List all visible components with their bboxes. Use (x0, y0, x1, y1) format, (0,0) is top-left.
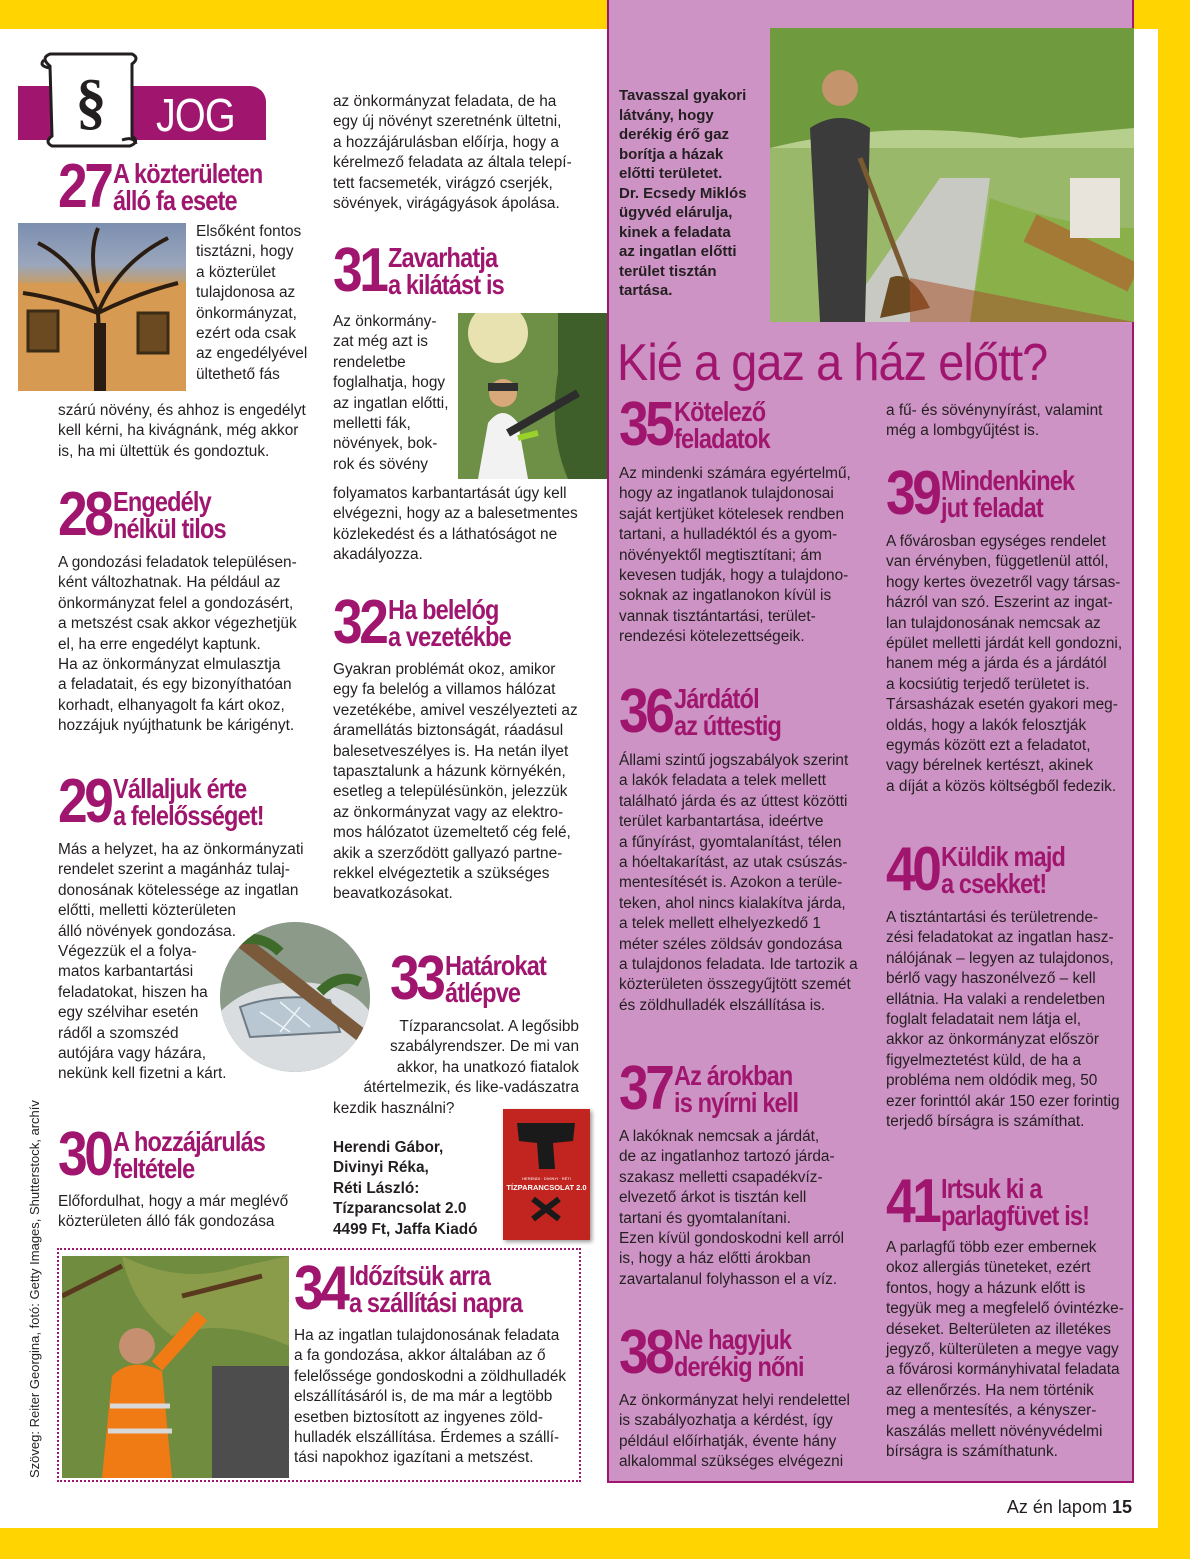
item-title-28: Engedély nélkül tilos (112, 486, 226, 544)
main-title: Kié a gaz a ház előtt? (617, 334, 1048, 392)
heading-35 (619, 390, 788, 459)
item-body-34: Ha az ingatlan tulajdonosának feladata a fa gondozása, akkor általában az ő felelőssége gondoskodni a zöldhulladék elszállításáról is, de ma már a legtöbb esetben biztosított az ingyenes zöld- hulladék elszállítása. Érdemes a szállí- tási napokhoz igazítani a metszést. (294, 1327, 567, 1467)
item-title-36: Járdától az úttestig (673, 683, 782, 741)
svg-text:§: § (75, 68, 107, 136)
hedge-trimmer-photo (458, 313, 607, 479)
right-white-margin (1134, 29, 1158, 1528)
item-title-37: Az árokban is nyírni kell (673, 1060, 799, 1118)
top-yellow-band (0, 0, 607, 29)
item-body-29: Más a helyzet, ha az önkormányzati rendelet szerint a magánház tulaj- donosának kötelessége az ingatlan előtti, melletti közterületen álló növények gondozása. Végezzük el a folya- matos karbantartási feladatokat, hiszen ha egy szélvihar esetén rádől a szomszéd autójára vagy házára, nekünk kell fizetni a kárt. (58, 841, 304, 1083)
item-number-27: 27 (58, 152, 111, 221)
item-body-27: Elsőként fontos tisztázni, hogy a közterület tulajdonosa az önkormányzat, ezért oda csak az engedélyével ültethető fás (196, 223, 308, 383)
item-body-38: Az önkormányzat helyi rendelettel is szabályozhatja a kérdést, így például előírhatják, évente hány alkalommal szükséges elvégezni (619, 1392, 850, 1471)
book-cover-title: TÍZPARANCSOLAT 2.0 (506, 1183, 587, 1192)
heading-37 (619, 1054, 822, 1123)
heading-27 (58, 152, 291, 221)
intro-text: Tavasszal gyakori látvány, hogy derékig érő gaz borítja a házak előtti területet. Dr. Ecsedy Miklós ügyvéd elárulja, kinek a feladata az ingatlan előtti terület tisztán tartása. (619, 87, 747, 299)
item-title-29: Vállaljuk érte a felelősséget! (112, 773, 264, 831)
continued-body-38: a fű- és sövénynyírást, valamint még a lombgyűjtést is. (886, 402, 1103, 440)
item-body-33: Tízparancsolat. A legősibb szabályrendszer. De mi van akkor, ha unatkozó fiatalok átértelmezik, és like-vadászatra kezdik használni? (333, 1018, 579, 1117)
book-cover-image (503, 1109, 590, 1240)
item-title-41: Irtsuk ki a parlagfüvet is! (940, 1173, 1090, 1231)
book-cover-authors: HERENDI · DIVINYI · RÉTI (522, 1176, 571, 1181)
page-footer (980, 1497, 1132, 1518)
item-number-28: 28 (58, 480, 111, 549)
item-number-39: 39 (886, 459, 939, 528)
heading-40 (886, 835, 1089, 904)
item-number-33: 33 (390, 944, 443, 1013)
item-title-33: Határokat átlépve (444, 950, 546, 1008)
item-number-35: 35 (619, 390, 672, 459)
book-info: Herendi Gábor, Divinyi Réka, Réti László: Tízparancsolat 2.0 4499 Ft, Jaffa Kiadó (333, 1139, 478, 1238)
item-number-36: 36 (619, 677, 672, 746)
item-number-38: 38 (619, 1318, 672, 1387)
section-label: JOG (156, 89, 235, 141)
item-number-37: 37 (619, 1054, 672, 1123)
woman-sweeping-photo (770, 28, 1134, 322)
item-number-40: 40 (886, 835, 939, 904)
item-number-32: 32 (333, 588, 386, 657)
item-title-31: Zavarhatja a kilátást is (387, 242, 504, 300)
item-body-41: A parlagfű több ezer embernek okoz allergiás tüneteket, ezért fontos, hogy a házunk előtt is tegyük meg a megfelelő óvintézke- déseket. Belterületen az illetékes jegyző, külterületen a megye vagy a fővárosi kormányhivatal feladata az ellenőrzés. Ha nem történik meg a mentesítés, a kényszer- kaszálás mellett növényvédelmi bírságra is számíthatunk. (886, 1239, 1124, 1461)
heading-31 (333, 236, 526, 305)
heading-30 (58, 1120, 294, 1189)
heading-38 (619, 1318, 828, 1387)
item-body-27b: szárú növény, és ahhoz is engedélyt kell kérni, ha kivágnánk, még akkor is, ha mi ültettük és gondoztuk. (58, 402, 306, 460)
continued-body-30: az önkormányzat feladata, de ha egy új növényt szeretnénk ültetni, a hozzájárulásban előírja, hogy a kérelmező feladata az általa telepí- tett facsemeték, virágzó cserjék, sövények, virágágyások ápolása. (333, 93, 572, 213)
item-title-40: Küldik majd a csekket! (940, 841, 1066, 899)
right-yellow-band (1158, 0, 1190, 1559)
heading-32 (333, 588, 534, 657)
item-title-39: Mindenkinek jut feladat (940, 465, 1075, 523)
item-body-32: Gyakran problémát okoz, amikor egy fa belelóg a villamos hálózat vezetékébe, amivel veszélyezteti az áramellátás biztonságát, ráadásul balesetveszélyes is. Ha netán ilyet tapasztalunk a házunk környékén, esetleg a településünkön, jelezzük az önkormányzat vagy az elektro- mos hálózatot üzemeltető cég felé, akik a szerződött gallyazó partne- rekkel elvégeztetik a szükséges beavatkozásokat. (333, 661, 578, 903)
item-title-35: Kötelező feladatok (673, 396, 770, 454)
magazine-name: Az én lapom (1006, 1497, 1107, 1517)
photo-credit: Szöveg: Reiter Georgina, fotó: Getty Images, Shutterstock, archív (27, 1100, 42, 1478)
item-body-31b: folyamatos karbantartását úgy kell elvégezni, hogy az a balesetmentes közlekedést és a láthatóságot ne akadályozza. (333, 485, 578, 564)
item-title-30: A hozzájárulás feltétele (112, 1126, 266, 1184)
item-title-32: Ha belelóg a vezetékbe (387, 594, 511, 652)
bottom-yellow-band (0, 1528, 1190, 1559)
item-body-30: Előfordulhat, hogy a már meglévő közterületen álló fák gondozása (58, 1193, 289, 1231)
item-number-34: 34 (294, 1254, 347, 1323)
heading-39 (886, 459, 1100, 528)
item-title-38: Ne hagyjuk derékig nőni (673, 1324, 804, 1382)
item-body-40: A tisztántartási és területrende- zési feladatokat az ingatlan hasz- nálójának – legyen az tulajdonos, bérlő vagy haszonélvező – kell ellátnia. Ha valaki a rendeletben foglalt feladatait nem látja el, akkor az önkormányzat először figyelmeztetést küld, de ha a probléma nem oldódik meg, 50 ezer forinttól akár 150 ezer forintig terjedő bírságra is számíthat. (886, 909, 1120, 1131)
heading-29 (58, 767, 293, 836)
item-title-27: A közterületen álló fa esete (112, 158, 263, 216)
worker-branches-photo (62, 1256, 289, 1478)
item-title-34: Időzítsük arra a szállítási napra (348, 1260, 523, 1318)
item-body-36: Állami szintű jogszabályok szerint a lakók feladata a telek mellett található járda és az úttest közötti terület karbantartása, ideértve a fűnyírást, gyomtalanítást, télen a hóeltakarítást, az utak csúszás- mentesítését is. Azokon a terüle- teken, ahol nincs kialakítva járda, a telek mellett elhelyezkedő 1 méter széles zöldsáv gondozása a tulajdonos feladata. Ide tartozik a közterületen összegyűjtött szemét és zöldhulladék elszállítása is. (619, 752, 858, 1014)
heading-34 (294, 1254, 555, 1323)
page-number: 15 (1111, 1497, 1132, 1517)
paragraph-scroll-icon (36, 52, 146, 148)
item-body-37: A lakóknak nemcsak a járdát, de az ingatlanhoz tartozó járda- szakasz melletti csapadékvíz- elvezető árkot is tisztán kell tartani és gyomtalanítani. Ezen kívül gondoskodni kell arról is, hogy a ház előtti árokban zavartalanul folyhasson el a víz. (619, 1128, 844, 1288)
item-number-41: 41 (886, 1167, 939, 1236)
item-body-28: A gondozási feladatok településen- ként változhatnak. Ha például az önkormányzat felel a gondozásért, a metszést csak akkor végezhetjük el, ha erre engedélyt kaptunk. Ha az önkormányzat elmulasztja a feladatait, és egy bizonyíthatóan korhadt, elhanyagolt fa kárt okoz, hozzájuk nyújthatunk be kárigényt. (58, 554, 297, 735)
item-body-31: Az önkormány- zat még azt is rendeletbe foglalhatja, hogy az ingatlan előtti, melletti fák, növények, bok- rok és sövény (333, 313, 449, 473)
item-body-39: A fővárosban egységes rendelet van érvényben, függetlenül attól, hogy kertes övezetről vagy társas- házról van szó. Eszerint az ingat- lan tulajdonosának nemcsak az épület melletti járdát kell gondozni, hanem még a járda és a járdától a kocsiútig terjedő területet is. Társasházak esetén gyakori meg- oldás, hogy a lakók felosztják egymás között ezt a feladatot, vagy bérelnek kertészt, akinek a díját a közös költségből fedezik. (886, 533, 1123, 795)
item-number-31: 31 (333, 236, 386, 305)
item-number-30: 30 (58, 1120, 111, 1189)
heading-36 (619, 677, 801, 746)
item-number-29: 29 (58, 767, 111, 836)
item-body-35: Az mindenki számára egyértelmű, hogy az ingatlanok tulajdonosai saját kertjüket kötelesek rendben tartani, a hulladéktól és a gyom- növényektől megtisztítani; ám kevesen tudják, hogy a tulajdono- soknak az ingatlanokon kívül is vannak tisztántartási, terület- rendezési kötelezettségeik. (619, 465, 851, 646)
heading-28 (58, 480, 247, 549)
heading-41 (886, 1167, 1117, 1236)
tree-house-photo (18, 223, 186, 391)
heading-33 (390, 944, 565, 1013)
